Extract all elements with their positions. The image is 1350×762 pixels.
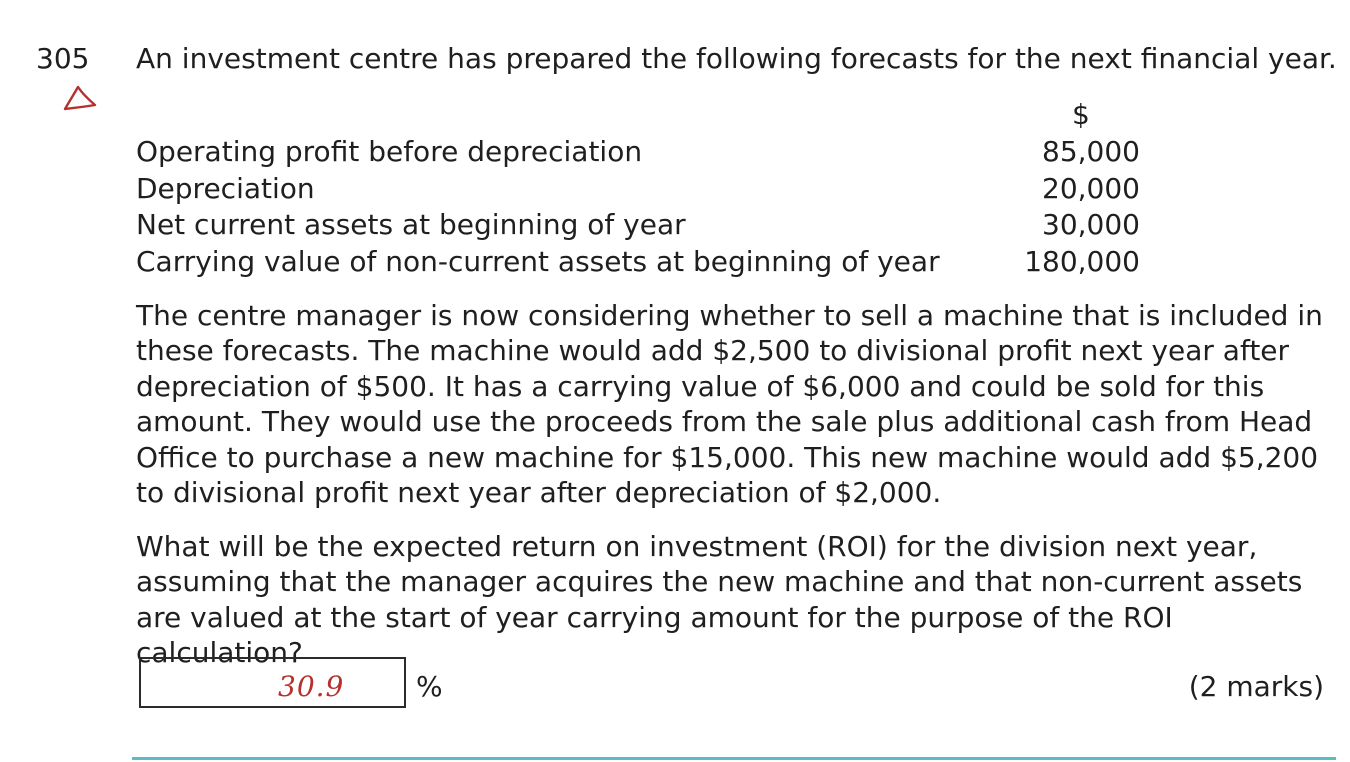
- question-intro: An investment centre has prepared the following forecasts for the next financial year.: [136, 42, 1337, 75]
- table-row: [136, 207, 1140, 244]
- row-label: Depreciation: [136, 171, 315, 205]
- handwritten-triangle-icon: [62, 84, 98, 114]
- marks-label: (2 marks): [1188, 670, 1324, 703]
- bottom-divider: [132, 757, 1336, 760]
- percent-unit: %: [416, 670, 443, 703]
- row-label: Net current assets at beginning of year: [136, 208, 686, 241]
- table-row: [136, 171, 1140, 208]
- row-label: Carrying value of non-current assets at beginning of year: [136, 244, 940, 278]
- table-row: [136, 244, 1140, 281]
- question-number: 305: [36, 42, 90, 75]
- row-value: 20,000: [1042, 171, 1140, 205]
- forecast-table: [136, 134, 1140, 280]
- currency-header: $: [1072, 98, 1090, 131]
- row-value: 30,000: [1042, 208, 1140, 241]
- answer-input-box[interactable]: [139, 657, 406, 708]
- row-label: Operating profit before depreciation: [136, 135, 643, 168]
- scenario-paragraph: The centre manager is now considering whether to sell a machine that is included in these forecasts. The machine would add $2,500 to divisional profit next year after depreciation of $500. It has a carrying value of $6,000 and could be sold for this amount. They would use the proceeds from the sale plus additional cash from Head Office to purchase a new machine for $15,000. This new machine would add $5,200 to divisional profit next year after depreciation of $2,000.: [136, 299, 1323, 510]
- row-value: 85,000: [1042, 135, 1140, 168]
- row-value: 180,000: [1024, 244, 1140, 278]
- handwritten-answer: 30.9: [278, 670, 345, 703]
- table-row: [136, 134, 1140, 171]
- question-prompt: What will be the expected return on investment (ROI) for the division next year, assuming that the manager acquires the new machine and that non-current assets are valued at the start of year carrying amount for the purpose of the ROI calculation?: [136, 530, 1303, 670]
